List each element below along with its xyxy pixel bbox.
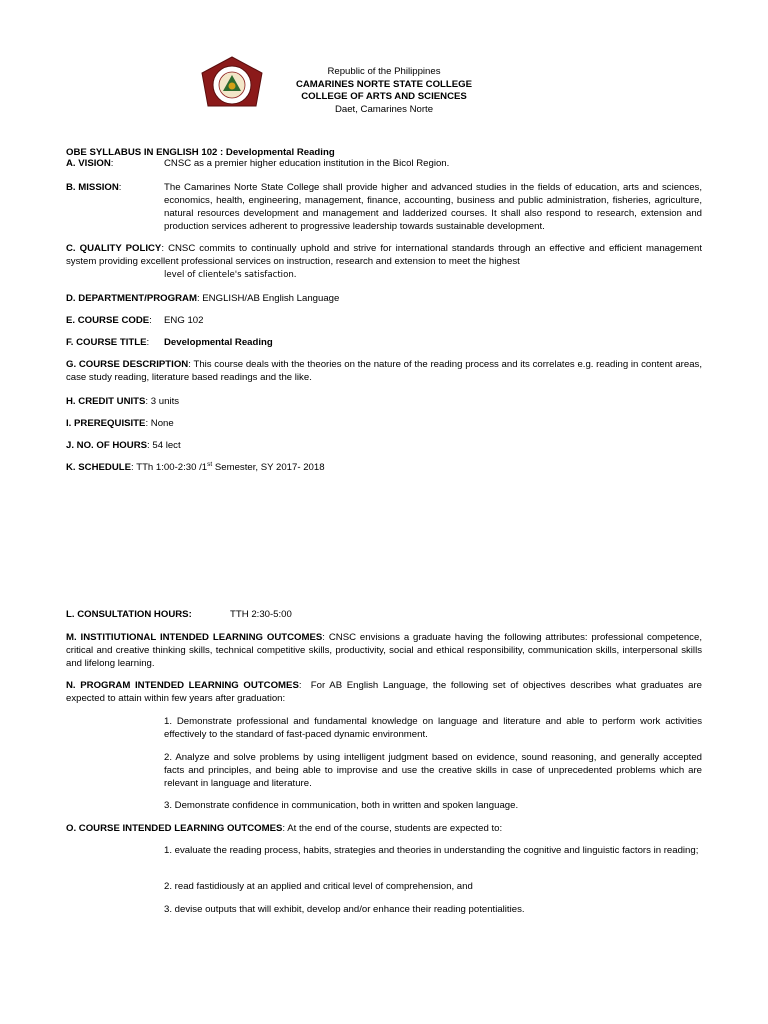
quality-label: C. QUALITY POLICY — [66, 243, 162, 254]
college-address: Daet, Camarines Norte — [334, 103, 434, 115]
mission-text: The Camarines Norte State College shall provide higher and advanced studies in the fields of education, arts and sciences, economics, health, engineering, management, finance, accounting, business and public administration, fisheries, agriculture, natural resources development and management and ladderized courses. It shall also respond to research, extension and production services adherent to progressive leadership towards sustainable development. — [164, 182, 702, 232]
cilo-item: 1. evaluate the reading process, habits, strategies and theories in understanding the cognitive and linguistic factors in reading; — [164, 845, 699, 856]
ilo-text: CNSC envisions a graduate having the following attributes: professional competence, critical and creative thinking skills, technical competitive skills, productivity, social and ethical responsibility, communication skills, interpersonal skills and lifelong learning. — [66, 632, 702, 669]
hours-section: J. NO. OF HOURS: 54 lect — [66, 440, 181, 451]
hours-label: J. NO. OF HOURS — [66, 440, 148, 451]
vision-section: A. VISION: CNSC as a premier higher education institution in the Bicol Region. — [66, 157, 702, 170]
department-text: ENGLISH/AB English Language — [202, 293, 340, 304]
course-title-section: F. COURSE TITLE: Developmental Reading — [66, 336, 702, 349]
prereq-label: I. PREREQUISITE — [66, 418, 146, 429]
course-code-label: E. COURSE CODE — [66, 315, 150, 326]
course-code-section: E. COURSE CODE: ENG 102 — [66, 314, 702, 327]
mission-label: B. MISSION — [66, 182, 119, 193]
vision-text: CNSC as a premier higher education institution in the Bicol Region. — [164, 158, 450, 169]
cilo-text: At the end of the course, students are expected to: — [287, 823, 503, 834]
pilo-label: N. PROGRAM INTENDED LEARNING OUTCOMES — [66, 680, 299, 691]
schedule-text-b: Semester, SY 2017- 2018 — [212, 462, 325, 473]
college-seal-icon — [200, 56, 264, 110]
pilo-item: 2. Analyze and solve problems by using intelligent judgment based on evidence, sound reasoning, and generally accepted facts and principles, and being able to improvise and use the creative skills in case of unprecedented problems which are relevant in language and literature. — [164, 752, 702, 789]
consultation-section — [66, 608, 702, 621]
cilo-section: O. COURSE INTENDED LEARNING OUTCOMES: At the end of the course, students are expected to: — [66, 823, 503, 834]
pilo-item: 1. Demonstrate professional and fundamental knowledge on language and literature and able to perform work activities effectively to the standard of fast-paced dynamic environment. — [164, 716, 702, 740]
quality-text: CNSC commits to continually uphold and strive for international standards through an effective and efficient management system providing excellent professional services on instruction, research and extension to meet the highest — [66, 243, 702, 267]
prereq-text: None — [150, 418, 174, 429]
description-label: G. COURSE DESCRIPTION — [66, 359, 189, 370]
cilo-item: 2. read fastidiously at an applied and critical level of comprehension, and — [164, 881, 473, 892]
college-unit: COLLEGE OF ARTS AND SCIENCES — [301, 91, 467, 102]
credit-text: 3 units — [150, 396, 180, 407]
pilo-item: 3. Demonstrate confidence in communication, both in written and spoken language. — [164, 800, 519, 811]
prereq-section: I. PREREQUISITE: None — [66, 418, 174, 429]
republic-line: Republic of the Philippines — [327, 66, 441, 77]
consultation-label: L. CONSULTATION HOURS: — [66, 609, 192, 620]
course-title-label: F. COURSE TITLE — [66, 337, 147, 348]
quality-text-tail: level of clientele's satisfaction. — [164, 270, 297, 280]
schedule-text: TTh 1:00-2:30 /1 — [136, 462, 208, 473]
course-code-text: ENG 102 — [164, 315, 204, 326]
college-name: CAMARINES NORTE STATE COLLEGE — [295, 78, 473, 90]
hours-text: 54 lect — [152, 440, 181, 451]
department-section: D. DEPARTMENT/PROGRAM: ENGLISH/AB English Language — [66, 293, 340, 304]
cilo-label: O. COURSE INTENDED LEARNING OUTCOMES — [66, 823, 283, 834]
mission-section: B. MISSION: The Camarines Norte State College shall provide higher and advanced studies in the fields of education, arts and sciences, economics, health, engineering, management, finance, accounting, business and public administration, fisheries, agriculture, natural resources development and management and ladderized courses. It shall also respond to research, extension and production services adherent to progressive leadership towards sustainable development. — [66, 182, 702, 232]
ilo-label: M. INSTITIUTIONAL INTENDED LEARNING OUTCOMES — [66, 632, 323, 643]
page-title: OBE SYLLABUS IN ENGLISH 102 : Developmental Reading — [66, 147, 335, 158]
credit-section: H. CREDIT UNITS: 3 units — [66, 396, 180, 407]
schedule-sup: st — [207, 460, 213, 468]
credit-label: H. CREDIT UNITS — [66, 396, 146, 407]
department-label: D. DEPARTMENT/PROGRAM — [66, 293, 197, 304]
schedule-label: K. SCHEDULE — [66, 462, 132, 473]
schedule-section: K. SCHEDULE: TTh 1:00-2:30 /1st Semester, SY 2017- 2018 — [66, 460, 325, 473]
cilo-item: 3. devise outputs that will exhibit, develop and/or enhance their reading potentialities. — [164, 904, 525, 915]
vision-label: A. VISION — [66, 158, 111, 169]
pilo-text: For AB English Language, the following set of objectives describes what graduates are expected to attain within few years after graduation: — [66, 680, 702, 704]
description-text: This course deals with the theories on the nature of the reading process and its correlates e.g. reading in content areas, case study reading, literature based readings and the like. — [66, 359, 702, 383]
consultation-text: TTH 2:30-5:00 — [230, 609, 292, 620]
institution-header — [268, 66, 500, 116]
course-title-text: Developmental Reading — [164, 337, 273, 348]
syllabus-page: Republic of the Philippines CAMARINES NORTE STATE COLLEGE COLLEGE OF ARTS AND SCIENCES Daet, Camarines Norte OBE SYLLABUS IN ENGLISH 102 : Developmental Reading A. VISION: CNSC as a premier higher education institution in the Bicol Region. B. MISSION: The Camarines Norte State College shall provide higher and advanced studies in the fields of education, arts and sciences, economics, health, engineering, management, finance, accounting, business and public administration, fisheries, agriculture, natural resources development and management and ladderized courses. It shall also respond to research, extension and production services adherent to progressive leadership towards sustainable development. C. QUALITY POLICY: CNSC commits to continually uphold and strive for international standards through an effective and efficient management system providing excellent professional services on instruction, research and extension to meet the highest level of clientele's satisfaction. D. DEPARTMENT/PROGRAM: ENGLISH/AB English Language E. COURSE CODE: ENG 102 F. COURSE TITLE: Developmental Reading G. COURSE DESCRIPTION: This course deals with the theories on the nature of the reading process and its correlates e.g. reading in content areas, case study reading, literature based readings and the like. H. CREDIT UNITS: 3 units I. PREREQUISITE: None J. NO. OF HOURS: 54 lect K. SCHEDULE: TTh 1:00-2:30 /1st Semester, SY 2017- 2018 L. CONSULTATION HOURS: TTH 2:30-5:00 M. INSTITIUTIONAL INTENDED LEARNING OUTCOMES: CNSC envisions a graduate having the following attributes: professional competence, critical and creative thinking skills, technical competitive skills, productivity, social and ethical responsibility, communication skills, interpersonal skills and lifelong learning. N. PROGRAM INTENDED LEARNING OUTCOMES: For AB English Language, the following set of objectives describes what graduates are expected to attain within few years after graduation: 1. Demonstrate professional and fundamental knowledge on language and literature and able to perform work activities effectively to the standard of fast-paced dynamic environment. 2. Analyze and solve problems by using intelligent judgment based on evidence, sound reasoning, and generally accepted facts and principles, and being able to improvise and use the creative skills in case of unprecedented problems which are relevant in language and literature. 3. Demonstrate confidence in communication, both in written and spoken language. O. COURSE INTENDED LEARNING OUTCOMES: At the end of the course, students are expected to: 1. evaluate the reading process, habits, strategies and theories in understanding the cognitive and linguistic factors in reading; 2. read fastidiously at an applied and critical level of comprehension, and 3. devise outputs that will exhibit, develop and/or enhance their reading potentialities. — [0, 0, 768, 1024]
